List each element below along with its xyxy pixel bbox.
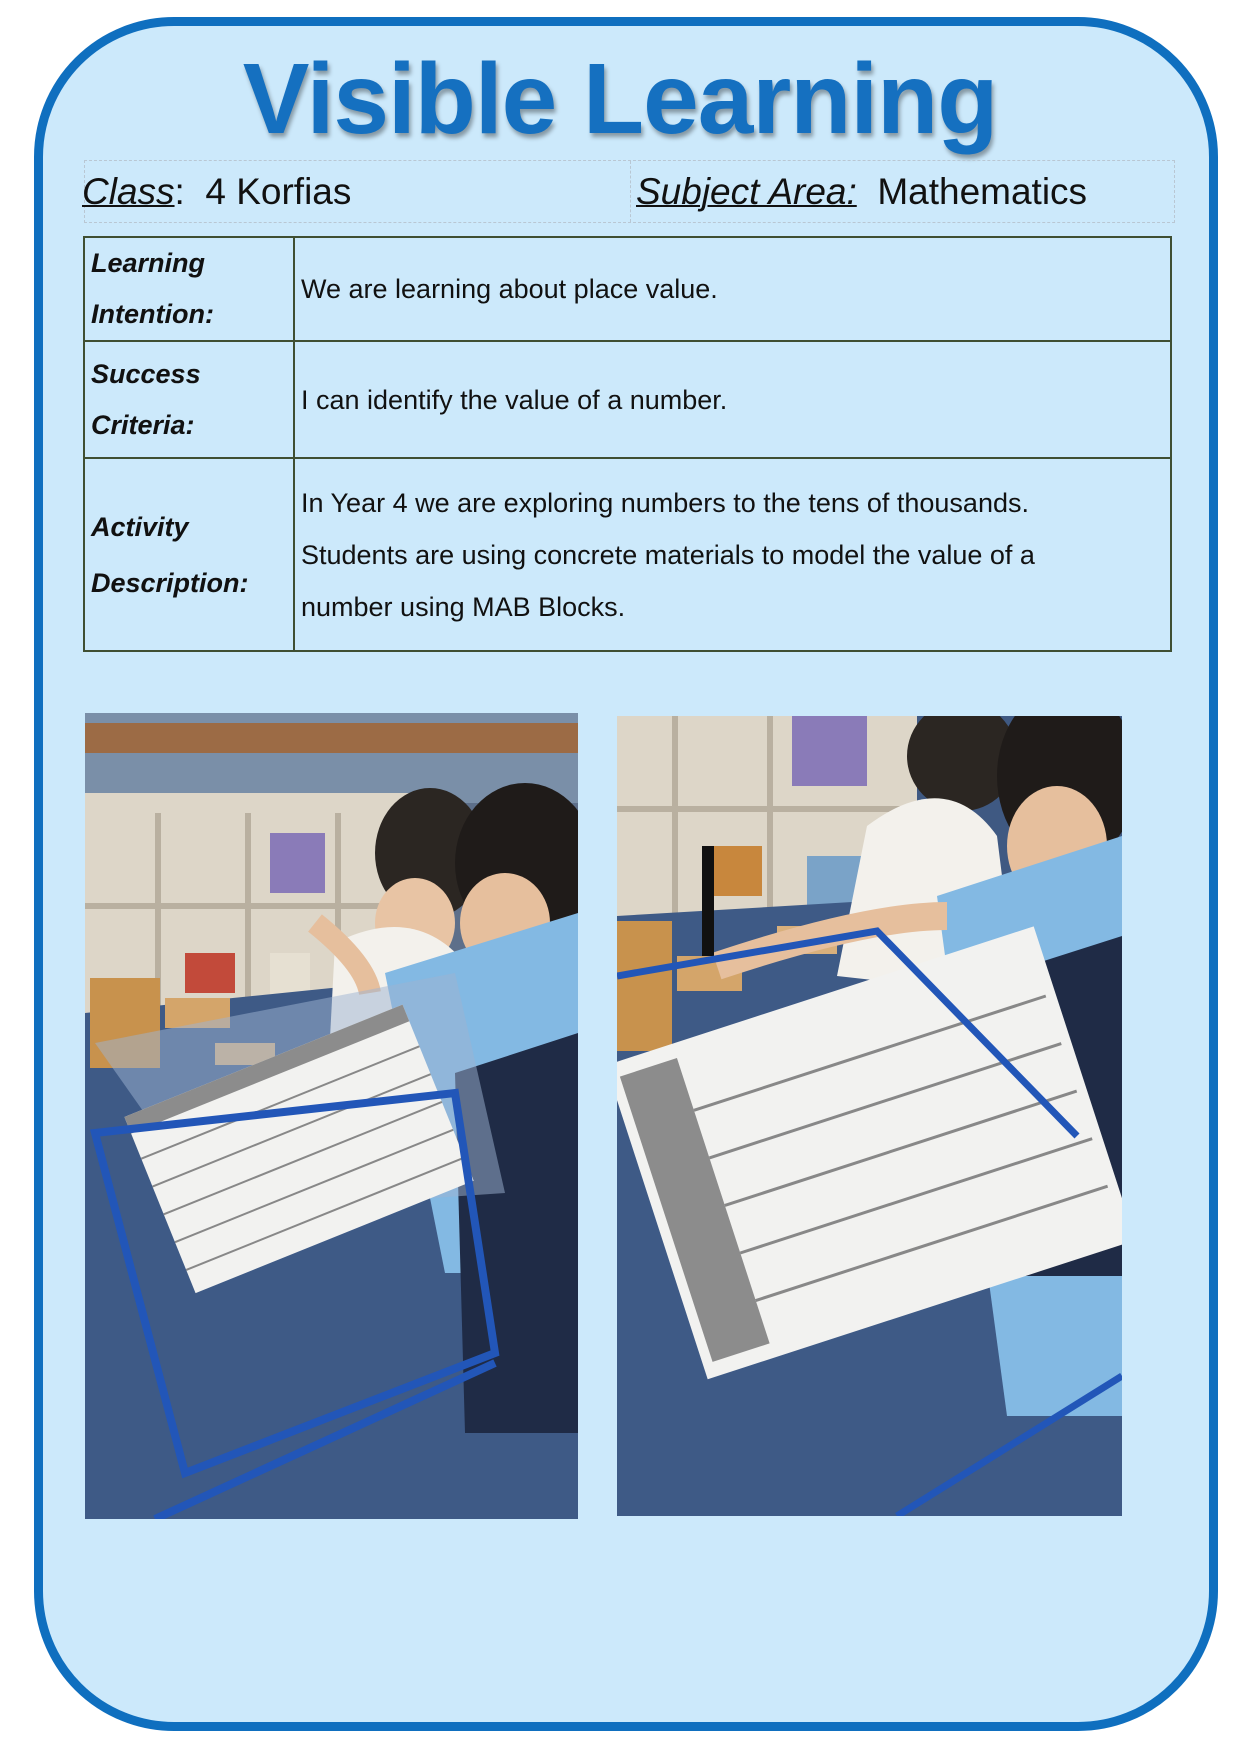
table-row-learning-intention	[84, 237, 1171, 341]
page-title: Visible Learning	[242, 43, 998, 155]
label-line: Learning	[91, 248, 206, 278]
class-subject-row	[84, 160, 1175, 223]
classroom-photo-2	[617, 716, 1122, 1516]
class-field	[82, 171, 351, 213]
label-line: Success	[91, 358, 201, 389]
row-value	[294, 341, 1171, 458]
table-row-success-criteria	[84, 341, 1171, 458]
row-label	[84, 237, 294, 341]
row-value	[294, 458, 1171, 651]
value-line: I can identify the value of a number.	[301, 384, 728, 415]
spacer	[857, 171, 878, 212]
label-line: Description:	[91, 567, 249, 598]
row-value	[294, 237, 1171, 341]
label-line: Activity	[91, 511, 189, 542]
table-row-activity-description	[84, 458, 1171, 651]
learning-table	[83, 236, 1172, 652]
subject-value: Mathematics	[877, 171, 1088, 212]
value-line: number using MAB Blocks.	[301, 591, 626, 622]
colon: :	[174, 171, 206, 212]
classroom-photo-1	[85, 713, 578, 1519]
value-line: In Year 4 we are exploring numbers to the tens of thousands.	[301, 487, 1029, 518]
subject-field	[636, 171, 1087, 213]
value-line: We are learning about place value.	[301, 274, 718, 304]
row-label	[84, 341, 294, 458]
divider	[630, 161, 631, 222]
label-line: Criteria:	[91, 409, 195, 440]
subject-label: Subject Area:	[636, 171, 857, 212]
class-label: Class	[82, 171, 175, 212]
class-value: 4 Korfias	[205, 171, 352, 212]
value-line: Students are using concrete materials to model the value of a	[301, 539, 1035, 570]
label-line: Intention:	[91, 299, 214, 329]
row-label	[84, 458, 294, 651]
